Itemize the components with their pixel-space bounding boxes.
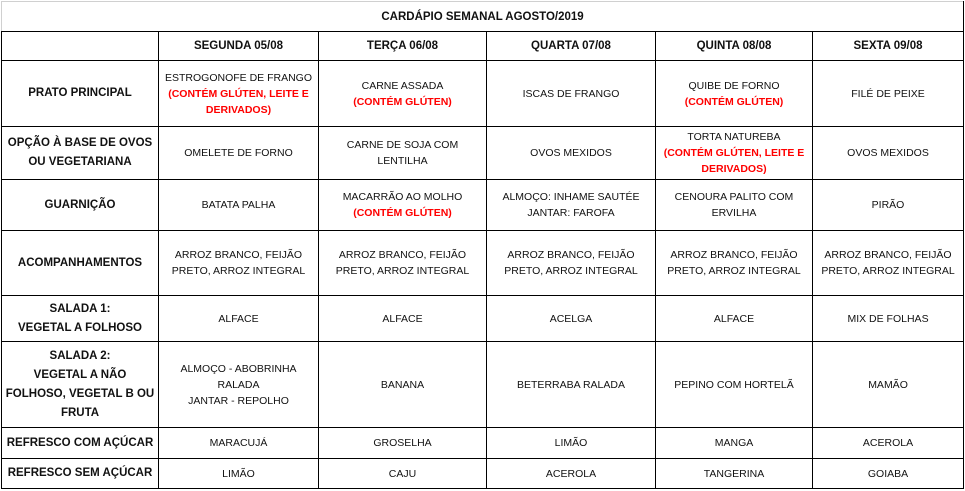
dish-text: OMELETE DE FORNO <box>184 147 293 159</box>
menu-cell <box>319 127 487 180</box>
allergen-note: (CONTÉM GLÚTEN) <box>353 95 452 108</box>
dish-text: GOIABA <box>867 467 909 480</box>
dish-text: CARNE DE SOJA COM LENTILHA <box>346 139 459 167</box>
menu-title: CARDÁPIO SEMANAL AGOSTO/2019 <box>2 2 964 32</box>
dish-text: ARROZ BRANCO, FEIJÃO PRETO, ARROZ INTEGRAL <box>171 249 306 277</box>
menu-cell <box>319 180 487 231</box>
dish-text: ACEROLA <box>862 437 914 449</box>
dish-text: MANGA <box>714 437 754 449</box>
header-row <box>2 32 964 61</box>
dish-text: PIRÃO <box>871 199 905 211</box>
menu-cell <box>656 342 813 428</box>
dish-text: ESTROGONOFE DE FRANGO <box>164 71 312 84</box>
menu-cell <box>813 127 964 180</box>
dish-text: LIMÃO <box>554 437 588 449</box>
dish-text: ARROZ BRANCO, FEIJÃO PRETO, ARROZ INTEGRAL <box>667 249 801 277</box>
row-label: PRATO PRINCIPAL <box>2 61 159 127</box>
menu-cell <box>656 231 813 296</box>
menu-row <box>2 231 964 296</box>
dish-text: ISCAS DE FRANGO <box>522 87 620 100</box>
dish-text: BATATA PALHA <box>201 199 276 211</box>
menu-cell <box>656 61 813 127</box>
menu-cell <box>319 428 487 459</box>
allergen-note: (CONTÉM GLÚTEN, LEITE E DERIVADOS) <box>168 87 309 116</box>
dish-text: FILÉ DE PEIXE <box>851 87 925 100</box>
menu-cell <box>656 127 813 180</box>
dish-text: CENOURA PALITO COM ERVILHA <box>674 191 794 219</box>
day-header: TERÇA 06/08 <box>319 32 487 61</box>
menu-row <box>2 428 964 459</box>
day-header: QUINTA 08/08 <box>656 32 813 61</box>
dish-text: PEPINO COM HORTELÃ <box>674 378 794 391</box>
menu-cell <box>159 296 319 342</box>
dish-text: MARACUJÁ <box>209 437 268 449</box>
menu-cell <box>813 342 964 428</box>
dish-text: TORTA NATUREBA <box>687 131 781 143</box>
title-row <box>2 2 964 32</box>
dish-text: BETERRABA RALADA <box>517 378 625 391</box>
allergen-note: (CONTÉM GLÚTEN, LEITE E DERIVADOS) <box>663 147 805 175</box>
menu-cell <box>159 342 319 428</box>
dish-text: ALFACE <box>382 312 423 325</box>
dish-text: BANANA <box>380 378 425 391</box>
menu-row <box>2 180 964 231</box>
menu-cell <box>319 231 487 296</box>
menu-cell <box>656 459 813 489</box>
menu-cell <box>159 428 319 459</box>
dish-text: MAMÃO <box>868 378 908 391</box>
dish-text: TANGERINA <box>703 467 765 480</box>
menu-cell <box>319 61 487 127</box>
dish-text: CAJU <box>388 467 417 480</box>
dish-text: MIX DE FOLHAS <box>847 312 929 325</box>
menu-cell <box>813 231 964 296</box>
dish-text: ALFACE <box>218 312 259 325</box>
menu-cell <box>159 459 319 489</box>
menu-row <box>2 127 964 180</box>
dish-text: LIMÃO <box>222 467 255 480</box>
menu-cell <box>487 296 656 342</box>
menu-row <box>2 342 964 428</box>
row-label: REFRESCO COM AÇÚCAR <box>2 428 159 459</box>
dish-text: GROSELHA <box>373 437 432 449</box>
menu-row <box>2 296 964 342</box>
row-label: ACOMPANHAMENTOS <box>2 231 159 296</box>
dish-text: ARROZ BRANCO, FEIJÃO PRETO, ARROZ INTEGRAL <box>821 249 955 277</box>
allergen-note: (CONTÉM GLÚTEN) <box>684 95 784 108</box>
menu-cell <box>487 180 656 231</box>
dish-text: OVOS MEXIDOS <box>530 147 612 159</box>
menu-cell <box>813 428 964 459</box>
row-label: REFRESCO SEM AÇÚCAR <box>2 459 159 489</box>
weekly-menu-table <box>1 1 964 489</box>
dish-text: ALMOÇO: INHAME SAUTÉE JANTAR: FAROFA <box>502 191 640 219</box>
day-header: SEGUNDA 05/08 <box>159 32 319 61</box>
dish-text: QUIBE DE FORNO <box>688 79 780 92</box>
dish-text: ARROZ BRANCO, FEIJÃO PRETO, ARROZ INTEGRAL <box>504 249 638 277</box>
menu-cell <box>159 231 319 296</box>
dish-text: ALMOÇO - ABOBRINHA RALADA JANTAR - REPOLHO <box>180 362 297 407</box>
dish-text: ACEROLA <box>545 467 597 480</box>
menu-cell <box>813 180 964 231</box>
allergen-note: (CONTÉM GLÚTEN) <box>353 207 452 219</box>
menu-cell <box>159 61 319 127</box>
menu-cell <box>487 428 656 459</box>
menu-cell <box>813 459 964 489</box>
menu-cell <box>487 61 656 127</box>
menu-cell <box>487 342 656 428</box>
menu-cell <box>813 296 964 342</box>
menu-cell <box>319 459 487 489</box>
menu-cell <box>319 342 487 428</box>
menu-row <box>2 61 964 127</box>
corner-cell <box>2 32 159 61</box>
menu-cell <box>656 180 813 231</box>
menu-cell <box>813 61 964 127</box>
day-header: SEXTA 09/08 <box>813 32 964 61</box>
dish-text: ARROZ BRANCO, FEIJÃO PRETO, ARROZ INTEGRAL <box>335 249 470 277</box>
row-label: SALADA 2: VEGETAL A NÃO FOLHOSO, VEGETAL B OU FRUTA <box>2 342 159 428</box>
dish-text: OVOS MEXIDOS <box>847 147 929 159</box>
menu-cell <box>487 231 656 296</box>
dish-text: MACARRÃO AO MOLHO <box>342 191 463 203</box>
menu-cell <box>656 296 813 342</box>
row-label: GUARNIÇÃO <box>2 180 159 231</box>
menu-cell <box>319 296 487 342</box>
dish-text: ALFACE <box>713 312 755 325</box>
day-header: QUARTA 07/08 <box>487 32 656 61</box>
menu-cell <box>159 127 319 180</box>
menu-row <box>2 459 964 489</box>
dish-text: ACELGA <box>549 312 593 325</box>
menu-cell <box>159 180 319 231</box>
menu-cell <box>487 459 656 489</box>
dish-text: CARNE ASSADA <box>361 79 444 92</box>
row-label: SALADA 1: VEGETAL A FOLHOSO <box>2 296 159 342</box>
menu-cell <box>656 428 813 459</box>
row-label: OPÇÃO À BASE DE OVOS OU VEGETARIANA <box>2 127 159 180</box>
menu-cell <box>487 127 656 180</box>
